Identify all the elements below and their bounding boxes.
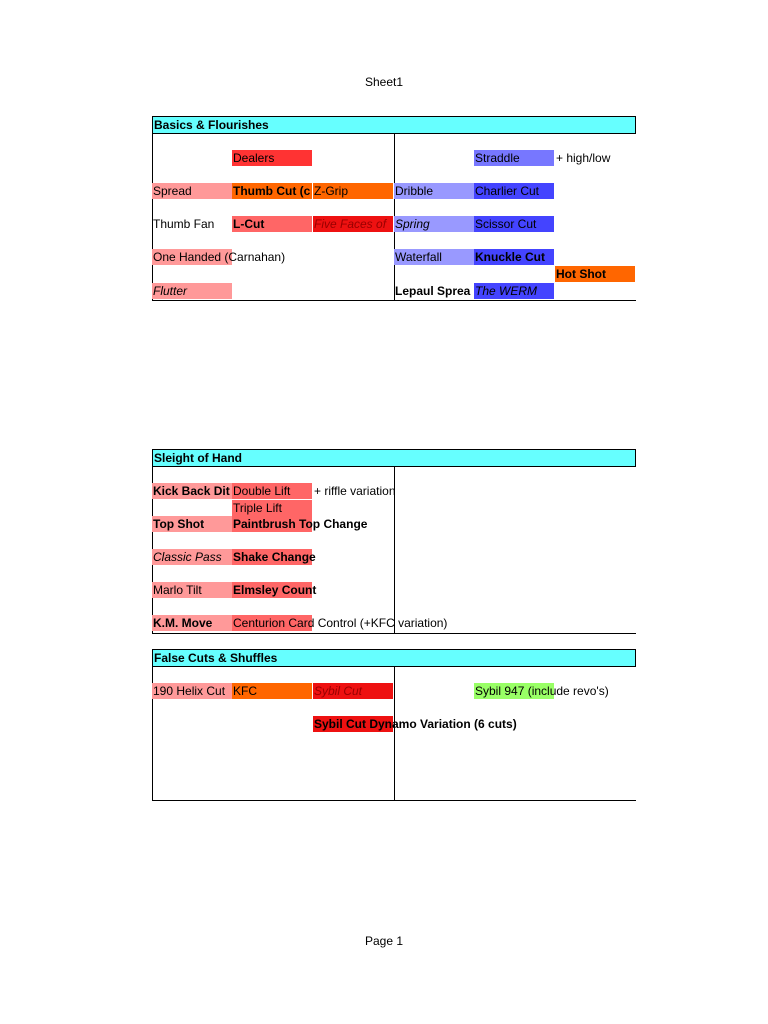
cell-l-cut: L-Cut (232, 216, 312, 232)
cell-charlier-cut: Charlier Cut (474, 183, 554, 199)
cell-kfc: KFC (232, 683, 312, 699)
cell-scissor-cut: Scissor Cut (474, 216, 554, 232)
section-header (152, 649, 636, 667)
cell-one-handed: One Handed (Carnahan) (153, 250, 286, 264)
cell-helix-cut: 190 Helix Cut (152, 683, 232, 699)
cell-paintbrush: Paintbrush Top Change (233, 517, 368, 531)
cell-shake-change: Shake Change (233, 550, 316, 564)
cell-waterfall: Waterfall (394, 249, 474, 265)
cell-sybil-cut: Sybil Cut (313, 683, 393, 699)
cell-thumb-cut: Thumb Cut (c (233, 184, 311, 198)
cell-centurion: Centurion Card Control (+KFC variation) (233, 616, 448, 630)
cell-five-faces: Five Faces of (313, 216, 393, 232)
cell-sybil-dynamo: Sybil Cut Dynamo Variation (6 cuts) (314, 717, 517, 731)
cell-triple-lift: Triple Lift (232, 500, 312, 516)
cell-classic-pass: Classic Pass (152, 549, 232, 565)
section-header-label: False Cuts & Shuffles (154, 651, 278, 665)
cell-dribble: Dribble (394, 183, 474, 199)
cell-km-move: K.M. Move (152, 615, 232, 631)
cell-kick-back: Kick Back Dit (152, 483, 232, 499)
column-divider (394, 667, 395, 800)
cell-elmsley-count: Elmsley Count (233, 583, 317, 597)
cell-the-werm: The WERM (474, 283, 554, 299)
cell-dealers: Dealers (232, 150, 312, 166)
cell-double-lift: Double Lift (232, 483, 312, 499)
cell-hot-shot: Hot Shot (555, 266, 635, 282)
cell-top-shot: Top Shot (152, 516, 232, 532)
cell-knuckle-cut: Knuckle Cut (474, 249, 554, 265)
cell-flutter: Flutter (152, 283, 232, 299)
section-header-label: Basics & Flourishes (154, 118, 269, 132)
cell-spring: Spring (394, 216, 474, 232)
page-footer: Page 1 (364, 934, 404, 948)
section-header (152, 116, 636, 134)
cell-z-grip: Z-Grip (313, 183, 393, 199)
cell-sybil-947: Sybil 947 (include revo's) (475, 684, 609, 698)
section-header-label: Sleight of Hand (154, 451, 242, 465)
cell-straddle: Straddle (474, 150, 554, 166)
cell-high-low: + high/low (556, 151, 611, 165)
cell-thumb-fan: Thumb Fan (153, 217, 215, 231)
sheet-title: Sheet1 (364, 75, 404, 89)
cell-riffle-variation: + riffle variation (314, 484, 396, 498)
cell-marlo-tilt: Marlo Tilt (152, 582, 232, 598)
cell-lepaul-spread: Lepaul Sprea (395, 284, 471, 298)
cell-spread: Spread (152, 183, 232, 199)
section-header (152, 449, 636, 467)
